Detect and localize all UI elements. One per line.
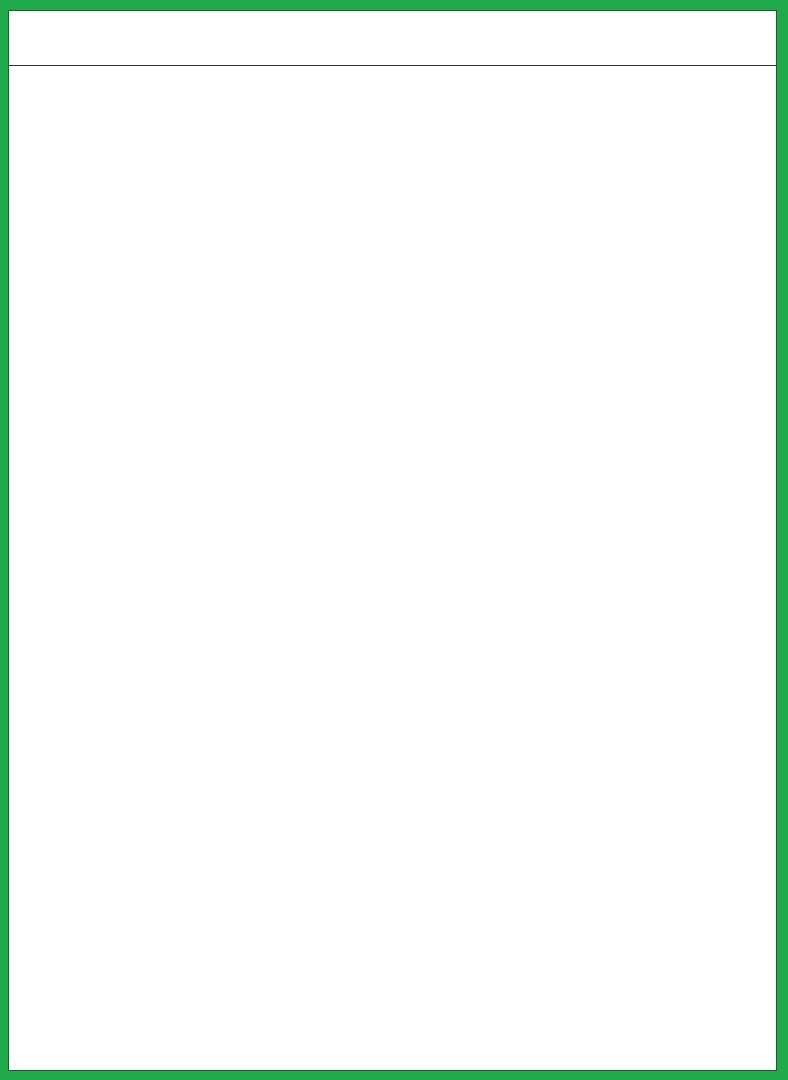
- loan-conditions-table: [8, 10, 777, 1071]
- table-title: [9, 11, 776, 66]
